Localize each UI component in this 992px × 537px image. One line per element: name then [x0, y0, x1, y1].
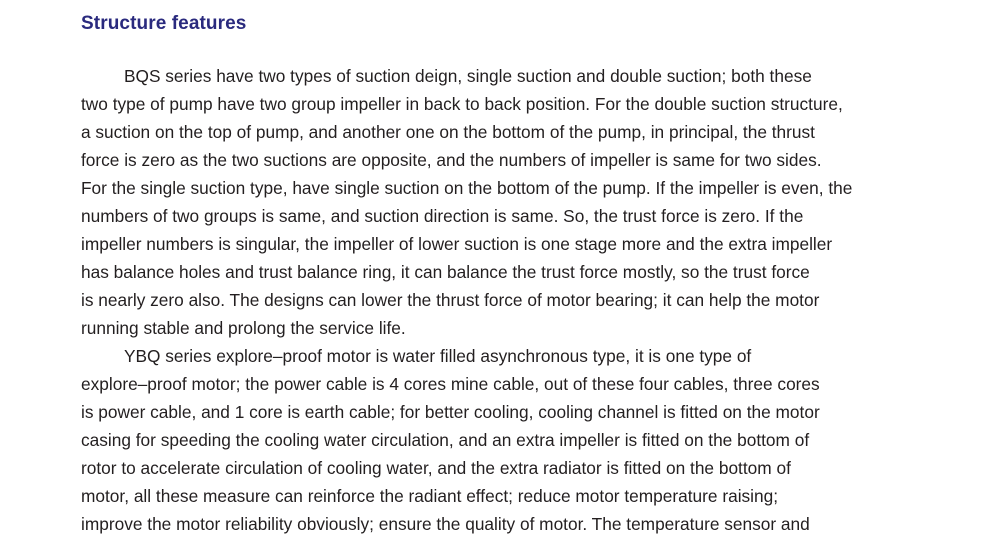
- paragraph-1-line-6: numbers of two groups is same, and suction direction is same. So, the trust force is zero. If the: [81, 206, 804, 226]
- paragraph-1-line-4: force is zero as the two suctions are opposite, and the numbers of impeller is same for two sides.: [81, 150, 822, 170]
- paragraph-2-line-7: improve the motor reliability obviously; ensure the quality of motor. The temperature sensor and: [81, 514, 810, 534]
- body-text: [81, 62, 916, 537]
- section-heading: Structure features: [81, 13, 247, 34]
- paragraph-1-line-1: BQS series have two types of suction deign, single suction and double suction; both these: [124, 66, 812, 86]
- paragraph-1-line-8: has balance holes and trust balance ring, it can balance the trust force mostly, so the trust force: [81, 262, 810, 282]
- paragraph-2-line-3: is power cable, and 1 core is earth cable; for better cooling, cooling channel is fitted on the motor: [81, 402, 820, 422]
- paragraph-1-line-9: is nearly zero also. The designs can lower the thrust force of motor bearing; it can help the motor: [81, 290, 820, 310]
- paragraph-1-line-3: a suction on the top of pump, and another one on the bottom of the pump, in principal, the thrust: [81, 122, 815, 142]
- paragraph-1-line-2: two type of pump have two group impeller in back to back position. For the double suction structure,: [81, 94, 843, 114]
- paragraph-2-line-6: motor, all these measure can reinforce the radiant effect; reduce motor temperature raising;: [81, 486, 779, 506]
- paragraph-1-line-10: running stable and prolong the service life.: [81, 318, 406, 338]
- paragraph-2-line-1: YBQ series explore–proof motor is water filled asynchronous type, it is one type of: [124, 346, 752, 366]
- paragraph-1-line-7: impeller numbers is singular, the impeller of lower suction is one stage more and the extra impeller: [81, 234, 833, 254]
- paragraph-2-line-2: explore–proof motor; the power cable is 4 cores mine cable, out of these four cables, three cores: [81, 374, 820, 394]
- paragraph-1-line-5: For the single suction type, have single suction on the bottom of the pump. If the impeller is even, the: [81, 178, 853, 198]
- paragraph-2-line-4: casing for speeding the cooling water circulation, and an extra impeller is fitted on the bottom of: [81, 430, 810, 450]
- paragraph-2-line-5: rotor to accelerate circulation of cooling water, and the extra radiator is fitted on the bottom of: [81, 458, 791, 478]
